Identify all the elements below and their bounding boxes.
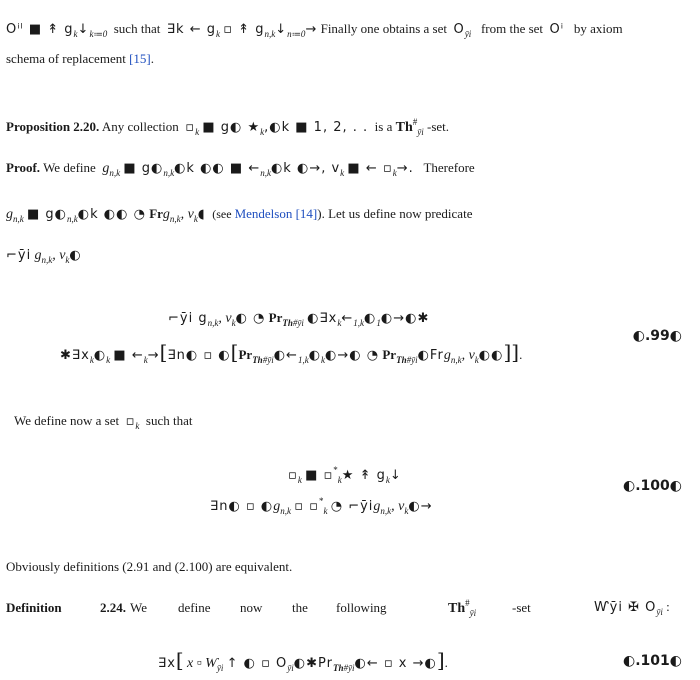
predicate-line: ⌐ȳі $g_{n,k}$, $v_k◐$	[6, 248, 82, 265]
equation-number-100: ◐.100◐	[623, 478, 682, 494]
th-set-label: $Th^{\#}_{ȳі}$	[448, 598, 477, 618]
equation-99-line-2: $✱\exists x_k◐_k$ ■ $\leftarrow_k\to[\exists n◐$ ▫ $◐[Pr_{Th\#ȳі}◐\leftarrow_{1,k}◐_k◐\to◐$ ◔ $Pr_{Th\#ȳі}◐Frg_{n,k}$, $v_k◐◐$]].	[60, 340, 523, 365]
text-such-that: such that	[113, 21, 161, 36]
equation-number-99: ◐.99◐	[632, 328, 682, 344]
define-set-line: We define now a set $▫_k$ such that	[14, 413, 193, 431]
citation-link[interactable]: [15]	[129, 51, 151, 66]
proposition-label: Proposition 2.20.	[6, 119, 100, 134]
text-finally: Finally one obtains a set	[320, 21, 447, 36]
equation-101: ∃x[ x ▫ Ⱳ$_{ȳі}$ ↑ ◐ ▫ $O_{ȳі}◐✱Pr_{Th\#ȳі}◐\leftarrow$ ▫ x →◐].	[158, 648, 448, 673]
paragraph-line-2: schema of replacement [15].	[6, 51, 154, 66]
g-definition-line: $g_{n,k}$ ■ $g◐_{n,k}◐k$ ◐◐ ◔ Frg$_{n,k}$, $v_k◖$ (see Mendelson [14]). Let us define now predicate	[6, 206, 473, 224]
equation-100-line-1: $▫_k$ ■ $▫^*_k★$ ↟ $g_k↓$	[288, 465, 402, 485]
obviously-line: Obviously definitions (2.91 and (2.100) are equivalent.	[6, 559, 293, 574]
equation-99-line-1: ⌐ȳі $g_{n,k}$, $v_k◐$ ◔ $Pr_{Th\#ȳі}$ $◐\exists x_k\leftarrow_{1,k}◐_1◐\to◐✱$	[168, 310, 430, 328]
set-formula: Oⁱˡ ■ ↟ g	[6, 22, 74, 37]
equation-100-line-2: ∃n◐ ▫ $◐g_{n,k}$ ▫ $▫^*_k$ ◔ ⌐ȳіg$_{n,k}$, $v_k◐\to$	[210, 496, 433, 516]
equation-number-101: ◐.101◐	[623, 653, 682, 669]
proof-line: Proof. We define $g_{n,k}$ ■ $g◐_{n,k}◐k$ ◐◐ ■ $\leftarrow_{n,k}◐k$ ◐→, $v_k$ ■ ← $▫_k\to$. Therefore	[6, 160, 475, 178]
definition-2-24	[6, 599, 62, 617]
paragraph-line-1: Oⁱˡ ■ ↟ $g_k↓_{k≔0}$ such that ∃k ← $g_k$ ▫ ↟ $g_{n,k}↓_{n≔0}\to$ Finally one obtains a set $O_{ȳі}$ from the set Oⁱ by axiom	[6, 21, 623, 39]
text-from-the-set: from the set	[480, 21, 544, 36]
proof-label: Proof.	[6, 160, 41, 175]
proposition-2-20: Proposition 2.20. Any collection $▫_k$ ■ g◐ $★_k,◐k$ ■ 1, 2, . . is a $Th^{\#}_{ȳі}$ -set.	[6, 117, 450, 137]
definition-label: Definition	[6, 600, 62, 615]
definition-formula: Ⱳȳі ✠ $O_{ȳі}$ :	[594, 599, 670, 617]
mendelson-citation-link[interactable]: Mendelson [14]	[234, 206, 318, 221]
text-by-axiom: by axiom	[573, 21, 623, 36]
exists-formula: ∃k ← g	[166, 22, 216, 37]
